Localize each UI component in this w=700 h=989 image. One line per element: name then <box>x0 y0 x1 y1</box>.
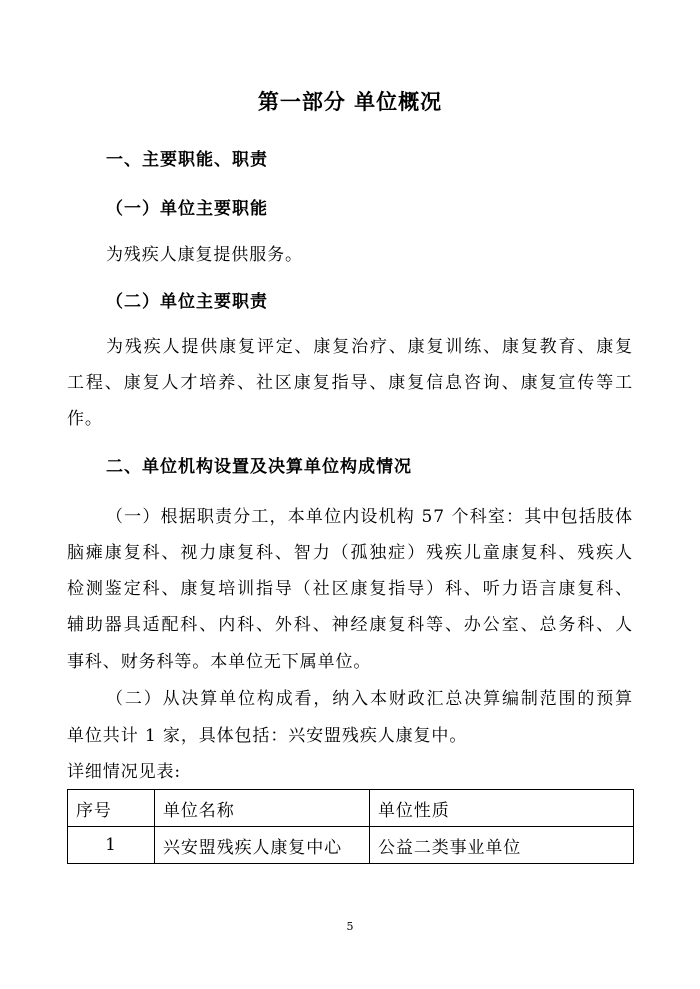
section2-heading: 二、单位机构设置及决算单位构成情况 <box>106 457 412 477</box>
section1-sub2-heading: （二）单位主要职责 <box>106 292 268 312</box>
table-header-cell: 单位性质 <box>370 790 634 827</box>
table-row <box>68 827 634 864</box>
table-cell: 1 <box>68 827 155 864</box>
section1-sub2-line: 作。 <box>67 409 103 429</box>
section1-heading: 一、主要职能、职责 <box>106 150 268 170</box>
section2-para1-line: 辅助器具适配科、内科、外科、神经康复科等、办公室、总务科、人 <box>67 615 633 635</box>
section1-sub2-line: 工程、康复人才培养、社区康复指导、康复信息咨询、康复宣传等工 <box>67 373 633 393</box>
section2-para1-line: （一）根据职责分工，本单位内设机构 57 个科室：其中包括肢体 <box>106 507 633 527</box>
section1-sub2-line: 为残疾人提供康复评定、康复治疗、康复训练、康复教育、康复 <box>106 337 633 357</box>
unit-table <box>67 789 634 864</box>
section2-para1-line: 检测鉴定科、康复培训指导（社区康复指导）科、听力语言康复科、 <box>67 579 633 599</box>
section2-para1-line: 事科、财务科等。本单位无下属单位。 <box>67 652 372 672</box>
page-number: 5 <box>346 920 354 933</box>
table-cell: 兴安盟残疾人康复中心 <box>155 827 370 864</box>
table-header-cell: 序号 <box>68 790 155 827</box>
table-header-row <box>68 790 634 827</box>
page-title: 第一部分 单位概况 <box>257 90 443 114</box>
section2-para2-line: （二）从决算单位构成看，纳入本财政汇总决算编制范围的预算 <box>106 689 633 709</box>
table-header-cell: 单位名称 <box>155 790 370 827</box>
section1-sub1-text: 为残疾人康复提供服务。 <box>106 245 303 265</box>
table-intro: 详细情况见表: <box>67 762 182 782</box>
section2-para2-line: 单位共计 1 家，具体包括：兴安盟残疾人康复中。 <box>67 726 468 746</box>
section2-para1-line: 脑瘫康复科、视力康复科、智力（孤独症）残疾儿童康复科、残疾人 <box>67 543 633 563</box>
table-cell: 公益二类事业单位 <box>370 827 634 864</box>
section1-sub1-heading: （一）单位主要职能 <box>106 199 268 219</box>
